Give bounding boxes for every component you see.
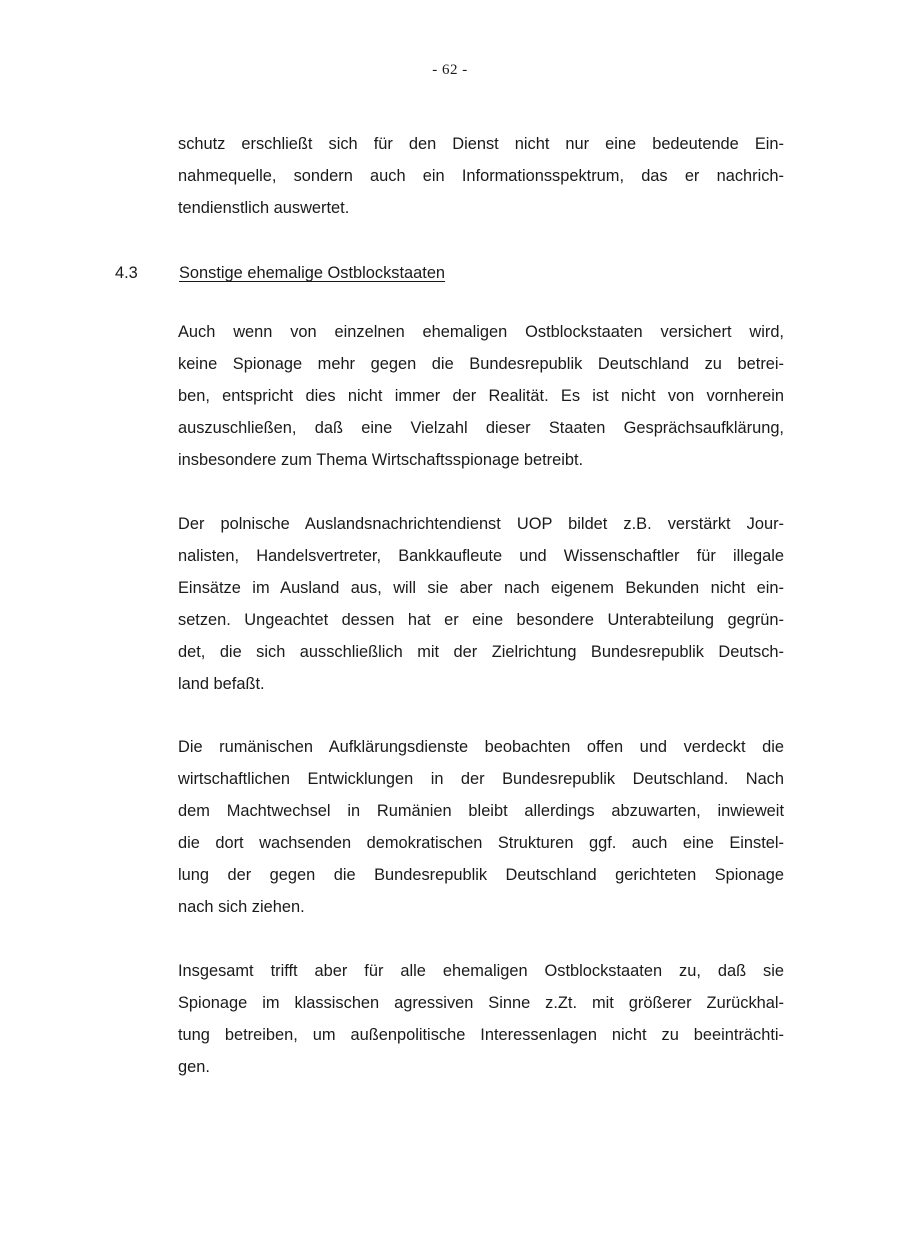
- text-line: wirtschaftlichen Entwicklungen in der Bundesrepublik Deutschland. Nach: [178, 770, 784, 788]
- text-line: Auch wenn von einzelnen ehemaligen Ostblockstaaten versichert wird,: [178, 323, 784, 341]
- text-line: land befaßt.: [178, 675, 265, 693]
- text-line: nach sich ziehen.: [178, 898, 305, 916]
- text-line: setzen. Ungeachtet dessen hat er eine besondere Unterabteilung gegrün-: [178, 611, 784, 629]
- text-line: schutz erschließt sich für den Dienst nicht nur eine bedeutende Ein-: [178, 135, 784, 153]
- text-line: nalisten, Handelsvertreter, Bankkaufleute und Wissenschaftler für illegale: [178, 547, 784, 565]
- text-line: nahmequelle, sondern auch ein Informationsspektrum, das er nachrich-: [178, 167, 784, 185]
- paragraph-1: [178, 316, 784, 476]
- text-line: tendienstlich auswertet.: [178, 199, 350, 217]
- text-line: gen.: [178, 1058, 210, 1076]
- text-line: det, die sich ausschließlich mit der Zielrichtung Bundesrepublik Deutsch-: [178, 643, 784, 661]
- paragraph-2: [178, 508, 784, 700]
- text-line: Spionage im klassischen agressiven Sinne z.Zt. mit größerer Zurückhal-: [178, 994, 784, 1012]
- text-line: dem Machtwechsel in Rumänien bleibt allerdings abzuwarten, inwieweit: [178, 802, 784, 820]
- text-line: Der polnische Auslandsnachrichtendienst UOP bildet z.B. verstärkt Jour-: [178, 515, 784, 533]
- paragraph-4: [178, 955, 784, 1083]
- text-line: keine Spionage mehr gegen die Bundesrepublik Deutschland zu betrei-: [178, 355, 784, 373]
- section-title: Sonstige ehemalige Ostblockstaaten: [179, 264, 446, 282]
- text-line: auszuschließen, daß eine Vielzahl dieser Staaten Gesprächsaufklärung,: [178, 419, 784, 437]
- page-number: - 62 -: [432, 62, 468, 78]
- text-line: tung betreiben, um außenpolitische Interessenlagen nicht zu beeinträchti-: [178, 1026, 784, 1044]
- intro-paragraph: [178, 128, 784, 224]
- text-line: die dort wachsenden demokratischen Strukturen ggf. auch eine Einstel-: [178, 834, 784, 852]
- text-line: insbesondere zum Thema Wirtschaftsspionage betreibt.: [178, 451, 584, 469]
- paragraph-3: [178, 731, 784, 923]
- text-line: Die rumänischen Aufklärungsdienste beobachten offen und verdeckt die: [178, 738, 784, 756]
- text-line: lung der gegen die Bundesrepublik Deutschland gerichteten Spionage: [178, 866, 784, 884]
- section-number: 4.3: [115, 264, 138, 282]
- text-line: Insgesamt trifft aber für alle ehemaligen Ostblockstaaten zu, daß sie: [178, 962, 784, 980]
- text-line: ben, entspricht dies nicht immer der Realität. Es ist nicht von vornherein: [178, 387, 784, 405]
- text-line: Einsätze im Ausland aus, will sie aber nach eigenem Bekunden nicht ein-: [178, 579, 784, 597]
